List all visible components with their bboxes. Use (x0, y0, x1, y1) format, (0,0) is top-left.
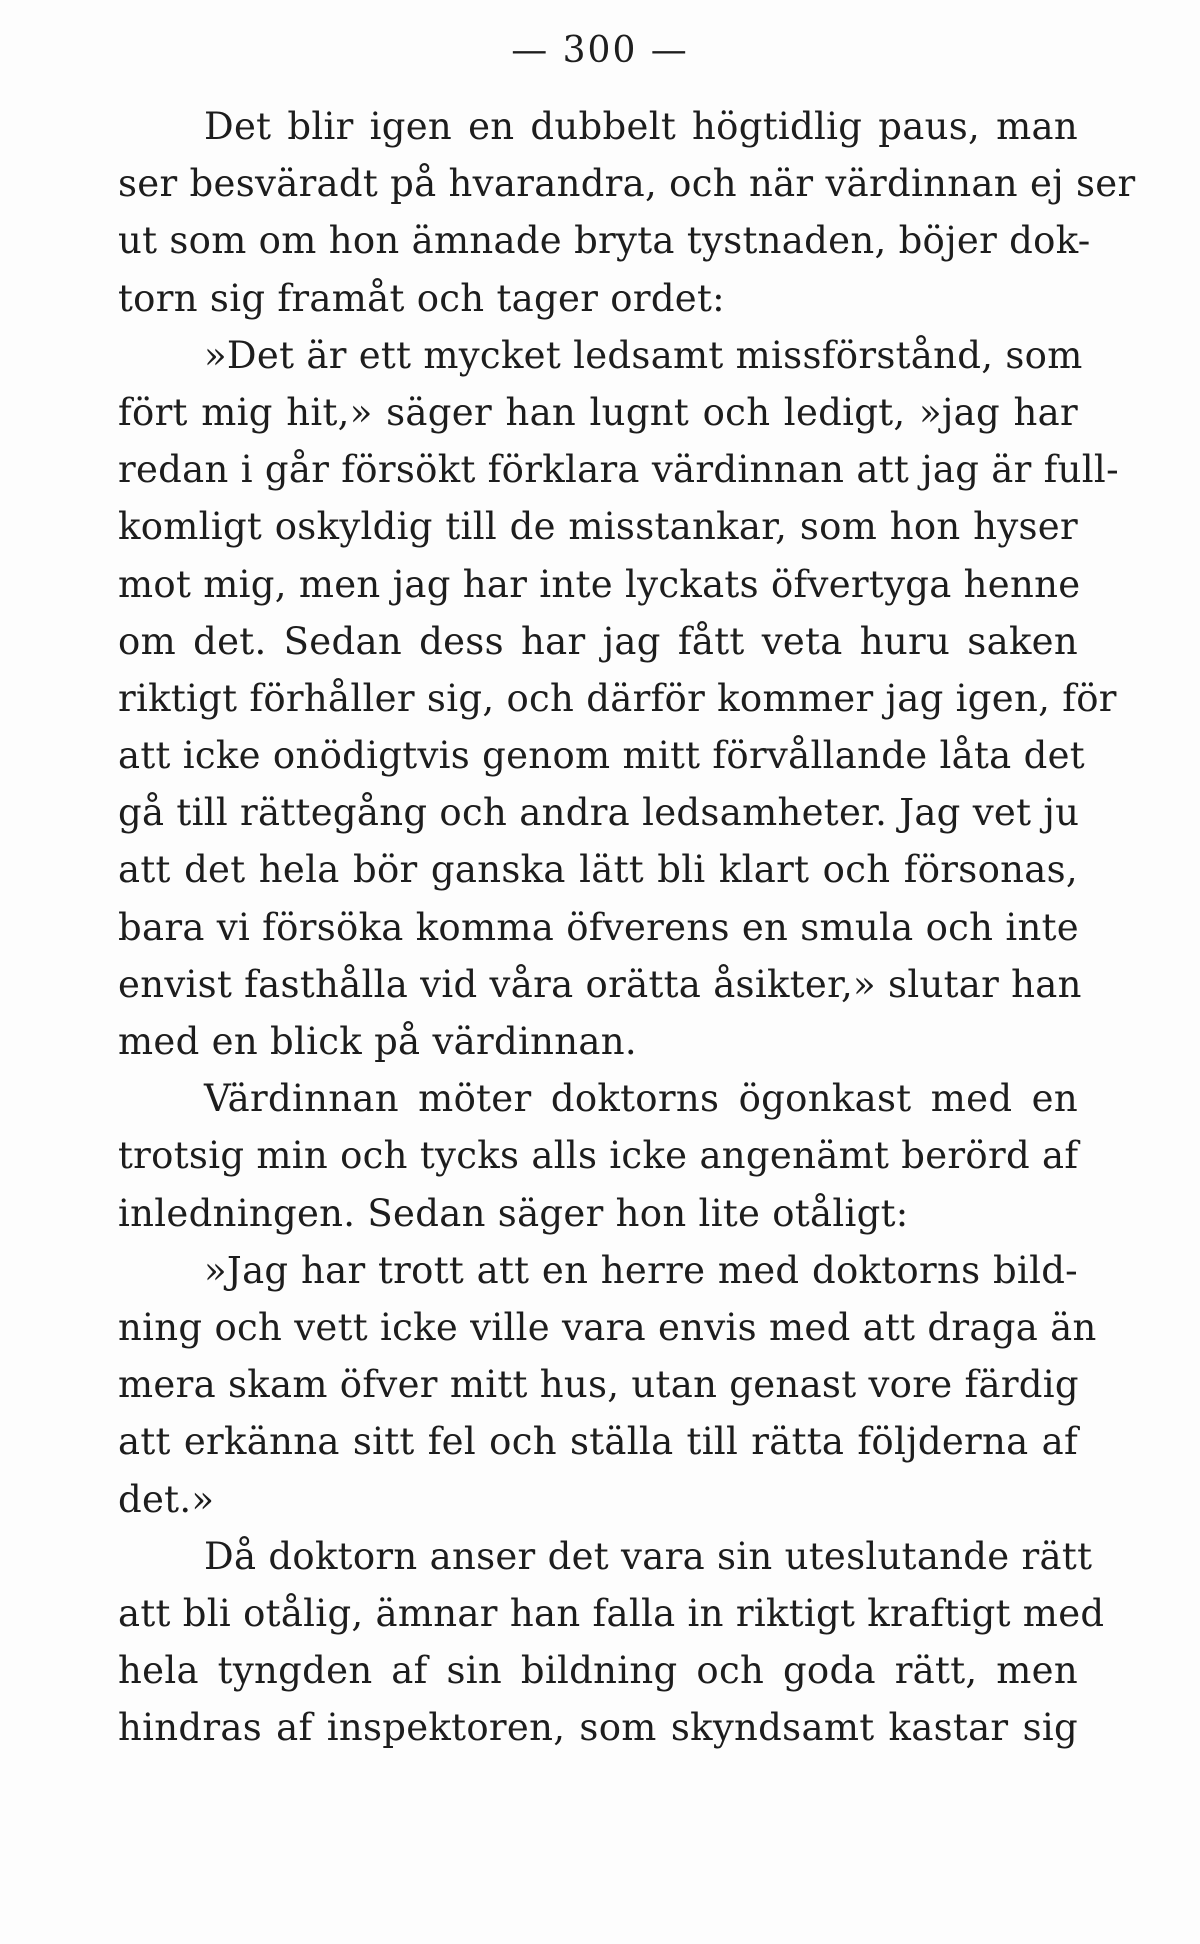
text-line: att icke onödigtvis genom mitt förvållande låta det (118, 734, 1085, 778)
text-line: komligt oskyldig till de misstankar, som hon hyser (118, 505, 1078, 549)
text-line: fört mig hit,» säger han lugnt och ledigt, »jag har (118, 390, 1078, 434)
text-line: torn sig framåt och tager ordet: (118, 276, 725, 320)
text-line: redan i går försökt förklara värdinnan att jag är full- (118, 448, 1119, 492)
text-line: Det blir igen en dubbelt högtidlig paus, man (204, 105, 1078, 148)
text-line: trotsig min och tycks alls icke angenämt berörd af (118, 1134, 1079, 1178)
text-line: bara vi försöka komma öfverens en smula och inte (118, 905, 1079, 949)
text-line: ser besväradt på hvarandra, och när värdinnan ej ser (118, 162, 1136, 206)
page-number: — 300 — (511, 30, 689, 71)
text-line: mot mig, men jag har inte lyckats öfvertyga henne (118, 562, 1081, 606)
text-line: att bli otålig, ämnar han falla in riktigt kraftigt med (118, 1591, 1105, 1635)
text-line: inledningen. Sedan säger hon lite otåligt: (118, 1191, 909, 1235)
body-text (118, 98, 1136, 1756)
text-line: »Jag har trott att en herre med doktorns bild- (204, 1248, 1078, 1292)
text-line: om det. Sedan dess har jag fått veta huru saken (118, 619, 1078, 663)
text-line: »Det är ett mycket ledsamt missförstånd, som (204, 333, 1083, 377)
text-line: riktigt förhåller sig, och därför kommer jag igen, för (118, 676, 1117, 720)
text-line: gå till rättegång och andra ledsamheter. Jag vet ju (118, 791, 1080, 835)
text-line: ut som om hon ämnade bryta tystnaden, böjer dok- (118, 219, 1091, 263)
text-line: att erkänna sitt fel och ställa till rätta följderna af (118, 1420, 1078, 1464)
text-line: ning och vett icke ville vara envis med att draga än (118, 1305, 1097, 1349)
text-line: hindras af inspektoren, som skyndsamt kastar sig (118, 1706, 1078, 1750)
text-line: att det hela bör ganska lätt bli klart och försonas, (118, 848, 1078, 892)
text-line: Då doktorn anser det vara sin uteslutande rätt (204, 1534, 1093, 1578)
text-line: det.» (118, 1477, 215, 1521)
text-line: mera skam öfver mitt hus, utan genast vore färdig (118, 1363, 1079, 1407)
text-line: hela tyngden af sin bildning och goda rätt, men (118, 1649, 1078, 1693)
text-line: med en blick på värdinnan. (118, 1020, 637, 1063)
text-line: envist fasthålla vid våra orätta åsikter,» slutar han (118, 962, 1082, 1006)
text-line: Värdinnan möter doktorns ögonkast med en (204, 1077, 1078, 1121)
